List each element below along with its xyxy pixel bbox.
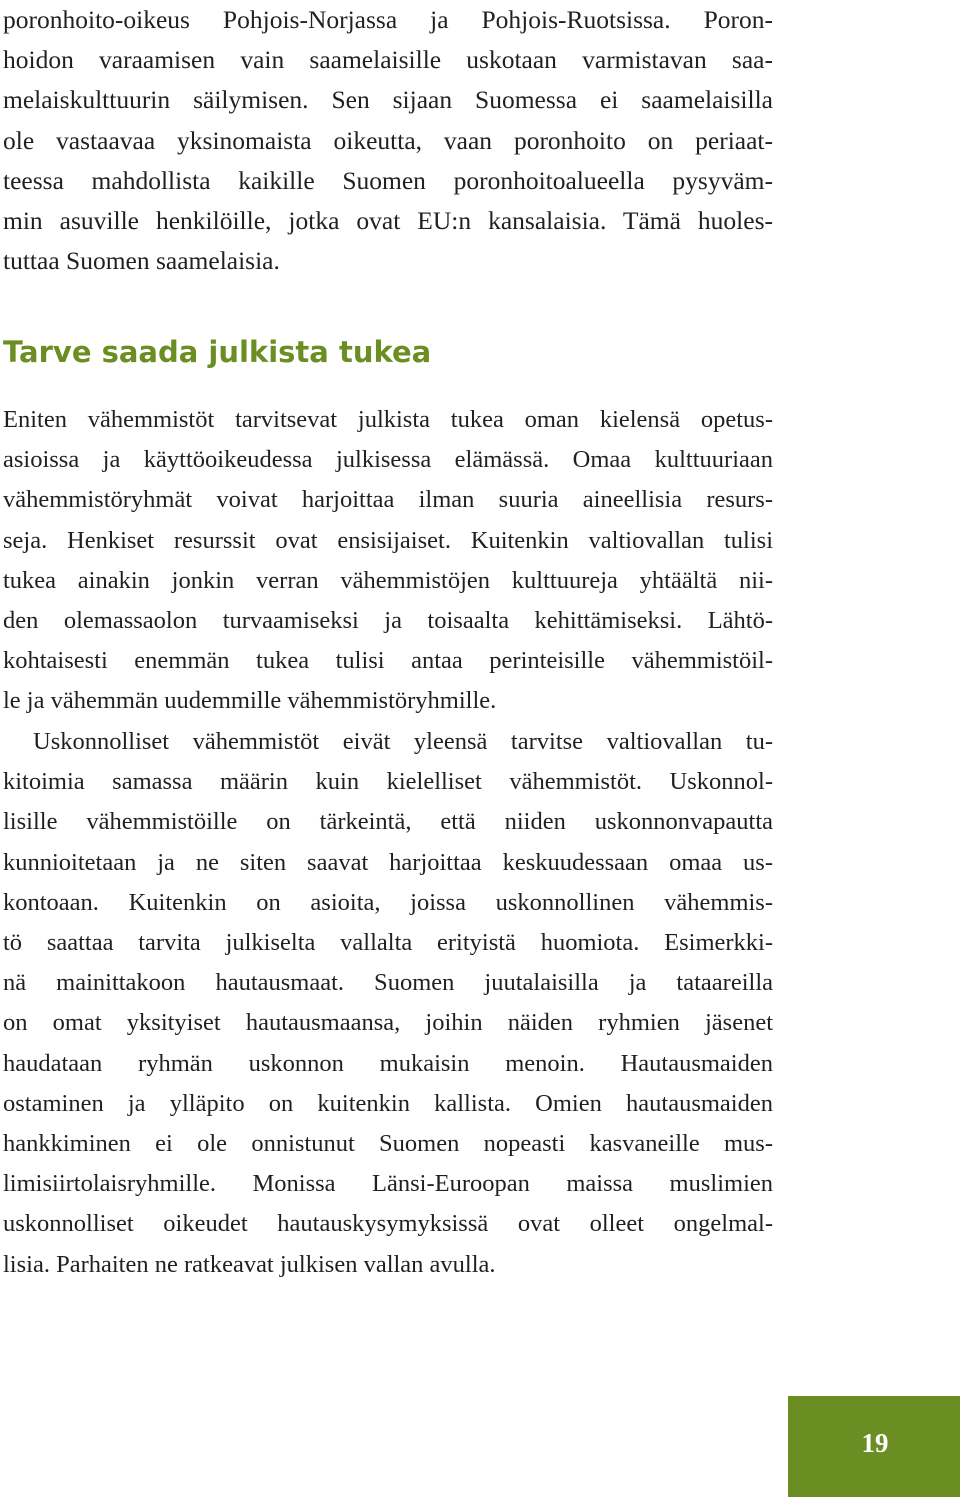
page-number-box xyxy=(788,1396,960,1497)
text-line: ole vastaavaa yksinomaista oikeutta, vaan poronhoito on periaat- xyxy=(3,125,773,155)
text-line: haudataan ryhmän uskonnon mukaisin menoin. Hautausmaiden xyxy=(3,1049,773,1077)
text-line: kitoimia samassa määrin kuin kielelliset vähemmistöt. Uskonnol- xyxy=(3,768,773,796)
text-line: kunnioitetaan ja ne siten saavat harjoittaa keskuudessaan omaa us- xyxy=(3,848,773,876)
text-line: tukea ainakin jonkin verran vähemmistöjen kulttuureja yhtäältä nii- xyxy=(3,566,773,594)
text-line: nä mainittakoon hautausmaat. Suomen juutalaisilla ja tataareilla xyxy=(3,969,773,997)
text-line: vähemmistöryhmät voivat harjoittaa ilman suuria aineellisia resurs- xyxy=(3,486,773,514)
page-number: 19 xyxy=(861,1428,889,1458)
text-line: seja. Henkiset resurssit ovat ensisijaiset. Kuitenkin valtiovallan tulisi xyxy=(3,526,773,554)
section-heading: Tarve saada julkista tukea xyxy=(3,335,432,369)
text-line: teessa mahdollista kaikille Suomen poronhoitoalueella pysyväm- xyxy=(3,165,773,195)
text-line: den olemassaolon turvaamiseksi ja toisaalta kehittämiseksi. Lähtö- xyxy=(3,607,773,635)
body-paragraph-3 xyxy=(3,722,773,1285)
text-line: poronhoito-oikeus Pohjois-Norjassa ja Pohjois-Ruotsissa. Poron- xyxy=(3,5,773,34)
text-line: on omat yksityiset hautausmaansa, joihin näiden ryhmien jäsenet xyxy=(3,1009,773,1037)
text-line: hoidon varaamisen vain saamelaisille uskotaan varmistavan saa- xyxy=(3,45,773,75)
text-line: kohtaisesti enemmän tukea tulisi antaa perinteisille vähemmistöil- xyxy=(3,647,773,675)
text-line: le ja vähemmän uudemmille vähemmistöryhmille. xyxy=(3,687,497,715)
text-line: tö saattaa tarvita julkiselta vallalta erityistä huomiota. Esimerkki- xyxy=(3,929,773,957)
text-line: Uskonnolliset vähemmistöt eivät yleensä tarvitse valtiovallan tu- xyxy=(33,728,773,755)
text-line: asioissa ja käyttöoikeudessa julkisessa elämässä. Omaa kulttuuriaan xyxy=(3,446,773,474)
body-paragraph-1 xyxy=(3,0,773,281)
text-line: lisia. Parhaiten ne ratkeavat julkisen vallan avulla. xyxy=(3,1250,496,1278)
text-line: hankkiminen ei ole onnistunut Suomen nopeasti kasvaneille mus- xyxy=(3,1130,773,1158)
text-line: tuttaa Suomen saamelaisia. xyxy=(3,246,280,276)
text-line: lisille vähemmistöille on tärkeintä, että niiden uskonnonvapautta xyxy=(3,808,773,836)
text-line: ostaminen ja ylläpito on kuitenkin kallista. Omien hautausmaiden xyxy=(3,1089,773,1117)
text-line: melaiskulttuurin säilymisen. Sen sijaan Suomessa ei saamelaisilla xyxy=(3,85,773,115)
text-line: limisiirtolaisryhmille. Monissa Länsi-Euroopan maissa muslimien xyxy=(3,1170,773,1198)
text-line: uskonnolliset oikeudet hautauskysymyksissä ovat olleet ongelmal- xyxy=(3,1210,773,1238)
text-line: min asuville henkilöille, jotka ovat EU:n kansalaisia. Tämä huoles- xyxy=(3,206,773,236)
body-paragraph-2 xyxy=(3,400,773,722)
text-line: Eniten vähemmistöt tarvitsevat julkista tukea oman kielensä opetus- xyxy=(3,406,773,433)
text-line: kontoaan. Kuitenkin on asioita, joissa uskonnollinen vähemmis- xyxy=(3,888,773,916)
